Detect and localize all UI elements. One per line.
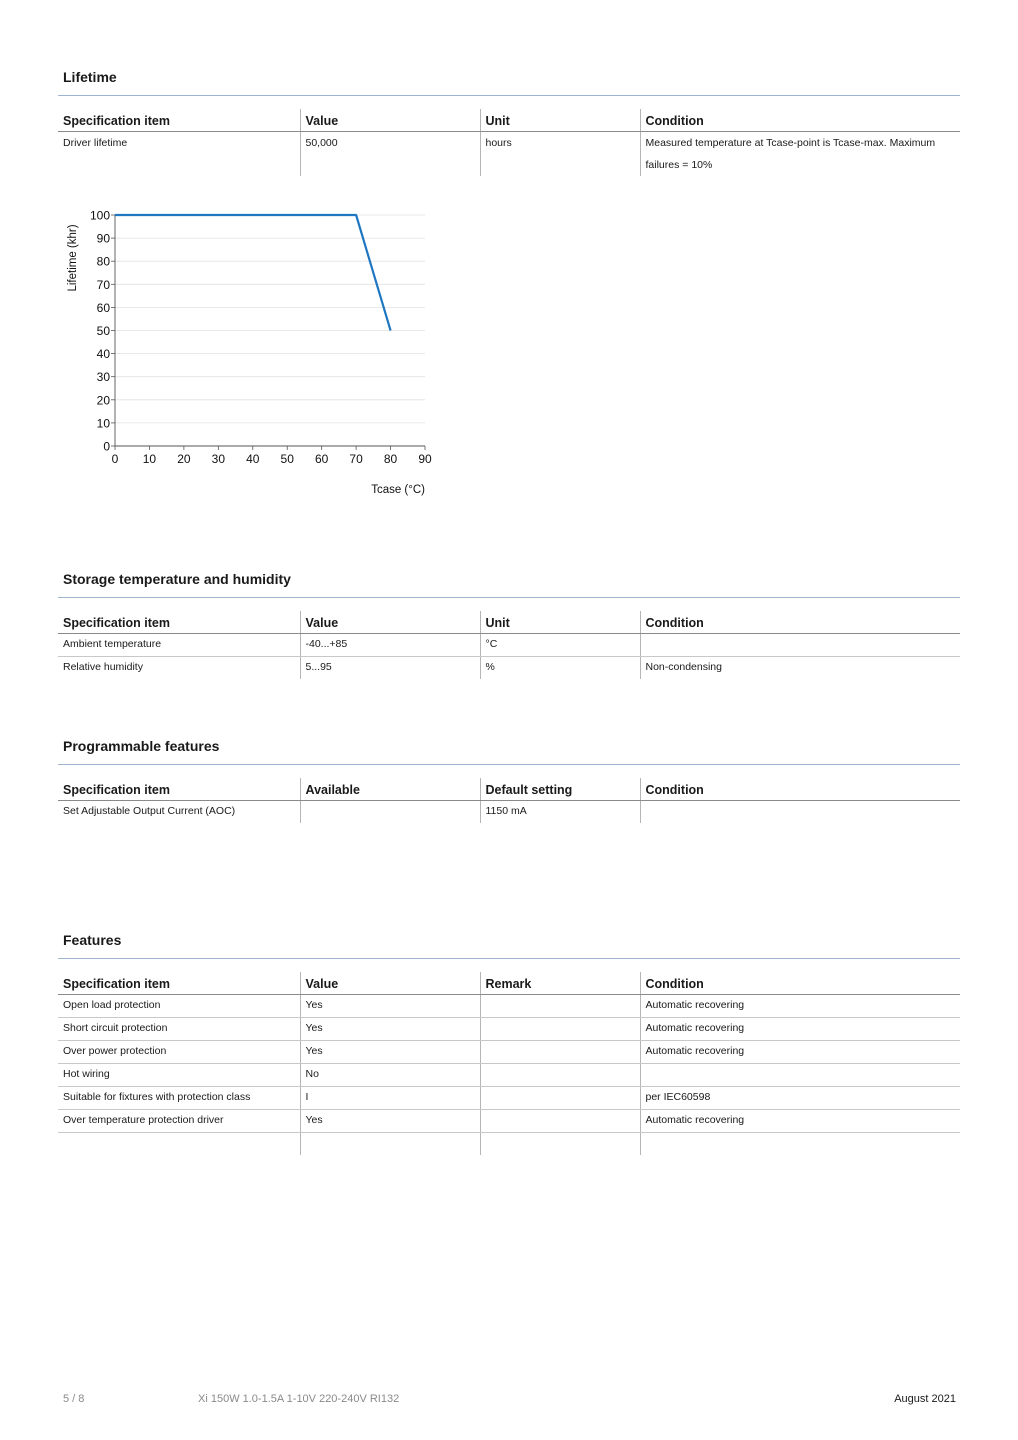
x-tick-label: 70: [349, 452, 363, 466]
table-cell: No: [300, 1064, 480, 1087]
programmable-section: [58, 727, 960, 823]
section-title: Features: [58, 921, 960, 959]
x-tick-label: 90: [418, 452, 432, 466]
table-cell: Suitable for fixtures with protection class: [58, 1087, 300, 1110]
table-cell: hours: [480, 132, 640, 177]
table-row: [58, 1041, 960, 1064]
y-tick-label: 70: [96, 277, 110, 292]
table-row: [58, 132, 960, 177]
table-cell: [640, 801, 960, 824]
table-row: [58, 801, 960, 824]
table-row: [58, 995, 960, 1018]
section-title: Lifetime: [58, 58, 960, 96]
column-header: Value: [300, 109, 480, 132]
table-cell: [480, 1018, 640, 1041]
table-cell: Driver lifetime: [63, 137, 128, 149]
y-tick-label: 0: [103, 439, 110, 454]
table-cell: Yes: [300, 995, 480, 1018]
table-cell: Over temperature protection driver: [58, 1110, 300, 1133]
column-header: Specification item: [58, 778, 300, 801]
x-axis-label: Tcase (°C): [371, 484, 425, 496]
table-cell: Automatic recovering: [640, 1110, 960, 1133]
table-cell: Measured temperature at Tcase-point is Tcase-max. Maximum failures = 10%: [640, 132, 960, 177]
lifetime-chart: [58, 195, 458, 505]
table-cell: [640, 1133, 960, 1156]
x-tick-label: 0: [111, 452, 119, 466]
y-tick-label: 20: [96, 393, 110, 408]
chart-axes: [111, 215, 425, 450]
table-row: [58, 657, 960, 680]
table-cell: Automatic recovering: [640, 1041, 960, 1064]
column-header: Available: [300, 778, 480, 801]
table-cell: Set Adjustable Output Current (AOC): [63, 805, 236, 817]
chart-grid: [115, 215, 425, 423]
features-section: [58, 921, 960, 1155]
table-cell: 50,000: [300, 132, 480, 177]
y-tick-label: 60: [96, 300, 110, 315]
column-header: Specification item: [58, 109, 300, 132]
table-cell: [58, 1133, 300, 1156]
table-cell: -40...+85: [300, 634, 480, 657]
column-header: Condition: [640, 778, 960, 801]
y-tick-label: 10: [96, 416, 110, 431]
section-title: Programmable features: [58, 727, 960, 765]
table-cell: [640, 634, 960, 657]
table-cell: Hot wiring: [58, 1064, 300, 1087]
table-cell: [480, 995, 640, 1018]
table-row: [58, 1133, 960, 1156]
column-header: Specification item: [58, 611, 300, 634]
table-cell: I: [300, 1087, 480, 1110]
y-tick-label: 100: [89, 208, 110, 223]
x-tick-label: 20: [177, 452, 191, 466]
lifetime-table: [58, 109, 960, 176]
y-tick-label: 90: [96, 231, 110, 246]
section-title: Storage temperature and humidity: [58, 560, 960, 598]
table-cell: [480, 1041, 640, 1064]
table-cell: 1150 mA: [480, 801, 640, 824]
programmable-table: [58, 778, 960, 823]
table-row: [58, 1018, 960, 1041]
y-axis-label: Lifetime (khr): [67, 224, 79, 292]
x-tick-label: 40: [246, 452, 260, 466]
table-cell: [480, 1133, 640, 1156]
y-tick-label: 30: [96, 370, 110, 385]
chart-series: [115, 215, 391, 331]
x-tick-label: 50: [280, 452, 294, 466]
table-cell: [480, 1110, 640, 1133]
table-cell: Yes: [300, 1110, 480, 1133]
table-cell: [640, 1064, 960, 1087]
table-cell: °C: [480, 634, 640, 657]
y-tick-label: 80: [96, 254, 110, 269]
page-number: 5 / 8: [63, 1393, 85, 1405]
table-cell: Yes: [300, 1041, 480, 1064]
column-header: Specification item: [58, 972, 300, 995]
column-header: Condition: [640, 109, 960, 132]
table-row: [58, 1064, 960, 1087]
column-header: Unit: [480, 109, 640, 132]
series-line: [115, 215, 391, 331]
lifetime-section: [58, 58, 960, 176]
x-tick-label: 30: [211, 452, 226, 466]
table-cell: [480, 1087, 640, 1110]
column-header: Unit: [480, 611, 640, 634]
table-row: [58, 1110, 960, 1133]
column-header: Condition: [640, 611, 960, 634]
table-cell: 5...95: [300, 657, 480, 680]
table-cell: Open load protection: [58, 995, 300, 1018]
table-cell: per IEC60598: [640, 1087, 960, 1110]
features-table: [58, 972, 960, 1155]
column-header: Default setting: [480, 778, 640, 801]
table-cell: Automatic recovering: [640, 995, 960, 1018]
column-header: Condition: [640, 972, 960, 995]
table-cell: Over power protection: [58, 1041, 300, 1064]
table-cell: [300, 1133, 480, 1156]
chart-tick-labels: [90, 209, 432, 467]
column-header: Value: [300, 972, 480, 995]
product-name: Xi 150W 1.0-1.5A 1-10V 220-240V RI132: [198, 1393, 400, 1405]
table-cell: Short circuit protection: [58, 1018, 300, 1041]
table-cell: [300, 801, 480, 824]
storage-table: [58, 611, 960, 679]
column-header: Remark: [480, 972, 640, 995]
table-row: [58, 1087, 960, 1110]
table-cell: Non-condensing: [640, 657, 960, 680]
document-date: August 2021: [894, 1393, 956, 1405]
y-tick-label: 50: [96, 324, 110, 338]
x-tick-label: 60: [314, 452, 329, 466]
storage-section: [58, 560, 960, 679]
table-cell: Automatic recovering: [640, 1018, 960, 1041]
x-tick-label: 80: [383, 452, 398, 466]
table-cell: Relative humidity: [63, 661, 143, 673]
table-cell: %: [480, 657, 640, 680]
table-row: [58, 634, 960, 657]
column-header: Value: [300, 611, 480, 634]
y-tick-label: 40: [96, 347, 110, 362]
table-cell: [480, 1064, 640, 1087]
table-cell: Ambient temperature: [58, 634, 300, 657]
x-tick-label: 10: [142, 452, 157, 466]
table-cell: Yes: [300, 1018, 480, 1041]
